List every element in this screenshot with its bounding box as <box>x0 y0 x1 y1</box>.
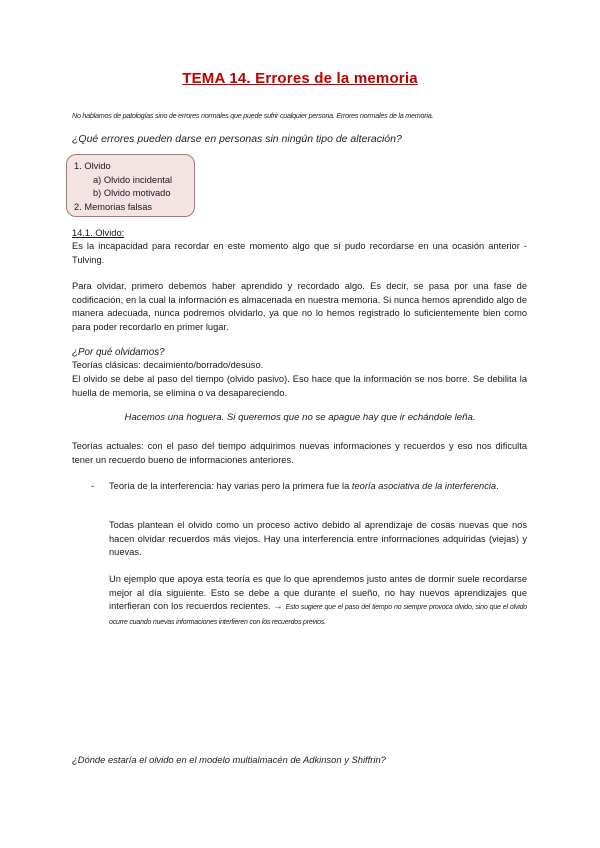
outline-item-memorias-falsas: 2. Memorias falsas <box>74 202 153 212</box>
interference-theory-name: teoría asociativa de la interferencia <box>351 481 497 491</box>
bonfire-quote: Hacemos una hoguera. Si queremos que no se apague hay que ir echándole leña. <box>124 412 476 423</box>
definition-paragraph: Es la incapacidad para recordar en este momento algo que sí pudo recordarse en una ocasión anterior - Tulving. <box>72 241 527 265</box>
question-errors: ¿Qué errores pueden darse en personas sin ningún tipo de alteración? <box>72 133 402 145</box>
why-forget-heading: ¿Por qué olvidamos? <box>72 347 165 358</box>
sleep-example-text: Un ejemplo que apoya esta teoría es que lo que aprendemos justo antes de dormir suele recordarse mejor al día siguiente. Esto se debe a que durante el sueño, no hay nuevos aprendizajes que interfieran con los recuerdos recientes. → <box>109 574 527 611</box>
decay-paragraph: El olvido se debe al paso del tiempo (olvido pasivo). Eso hace que la información se nos borre. Se debilita la huella de memoria, se elimina o va desapareciendo. <box>72 374 527 398</box>
question-multistore-model: ¿Dónde estaría el olvido en el modelo multialmacén de Adkinson y Shiffrin? <box>72 754 386 765</box>
section-heading-olvido: 14.1. Olvido: <box>72 228 125 238</box>
outline-item-olvido-incidental: a) Olvido incidental <box>93 175 173 185</box>
interference-bullet <box>109 480 527 494</box>
bullet-dash: - <box>91 481 95 491</box>
document-title: TEMA 14. Errores de la memoria <box>182 70 418 87</box>
interference-lead-text: Teoría de la interferencia: hay varias pero la primera fue la <box>109 481 352 491</box>
sleep-example-paragraph <box>109 573 527 629</box>
interference-end: . <box>496 481 499 491</box>
outline-item-olvido: 1. Olvido <box>74 161 111 171</box>
outline-item-olvido-motivado: b) Olvido motivado <box>93 188 171 198</box>
classic-theories-line: Teorías clásicas: decaimiento/borrado/desuso. <box>72 360 264 370</box>
interference-paragraph: Todas plantean el olvido como un proceso activo debido al aprendizaje de cosas nuevas que nos hacen olvidar recuerdos más viejos. Hay una interferencia entre informaciones adquiridas (viejas) y nuevas. <box>109 520 527 557</box>
intro-note: No hablamos de patologías sino de errores normales que puede sufrir cualquier persona. Errores normales de la memoria. <box>72 111 434 120</box>
current-theories-paragraph: Teorías actuales: con el paso del tiempo adquirimos nuevas informaciones y recuerdos y eso nos dificulta tener un recuerdo bueno de informaciones anteriores. <box>72 441 527 465</box>
topic-outline-box <box>66 154 195 217</box>
sleep-example-note: Esto sugiere que el paso del tiempo no siempre provoca olvido, sino que el olvido ocurre cuando nuevas informaciones interfieren con los recuerdos previos. <box>109 604 527 626</box>
paragraph-learning: Para olvidar, primero debemos haber aprendido y recordado algo. Es decir, se pasa por una fase de codificación, en la cual la información es almacenada en nuestra memoria. Si nunca hemos aprendido algo de manera adecuada, nunca podremos olvidarlo, ya que no lo hemos registrado lo suficientemente bien como para poder recordarlo en primer lugar. <box>72 281 527 332</box>
